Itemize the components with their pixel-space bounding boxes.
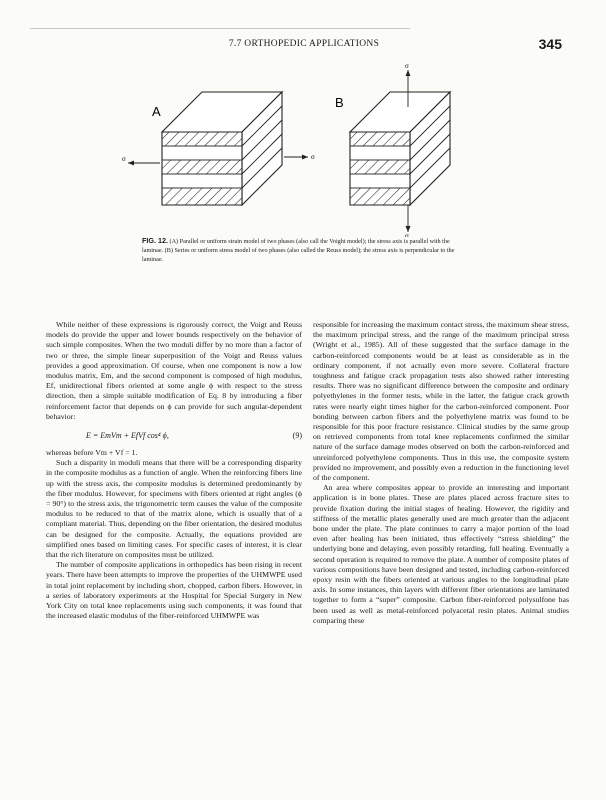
caption-text: (A) Parallel or uniform strain model of two phases (also call the Voight model); the stress axis is parallel with the laminae. (B) Series or uniform stress model of two phases (also called the Reuss model); the stress axis is perpendicular to the laminae. bbox=[142, 238, 455, 263]
equation-number: (9) bbox=[292, 431, 302, 441]
paragraph: While neither of these expressions is rigorously correct, the Voigt and Reuss models do provide the upper and lower bounds respectively on the behavior of such simple composites. When the two moduli differ by no more than a factor of two or three, the simple linear superposition of the Voigt and Reuss values provides a good approximation. Of course, when one component is now a low modulus matrix, Em, and the second component is composed of high modulus, Ef, unidirectional fibers oriented at some angle ϕ with respect to the stress direction, then a simple suitable modification of Eq. 8 by introducing a fiber reinforcement factor that depends on ϕ can provide for such angular-dependent behavior: bbox=[46, 320, 302, 421]
equation-formula: E = EmVm + EfVf cos⁴ ϕ, bbox=[86, 431, 169, 441]
paragraph: Such a disparity in moduli means that there will be a corresponding disparity in the composite modulus as a function of angle. When the reinforcing fibers line up with the stress axis, the composite modulus is determined predominantly by the fiber modulus. However, for specimens with fibers oriented at right angles (ϕ = 90°) to the stress axis, the trigonometric term causes the value of the composite modulus to be reduced to that of the matrix alone, which is usually that of a compliant material. Thus, depending on the fiber orientation, the desired modulus can be designed for the composite. Actually, the equations provided are simplified ones based on limiting cases. For specific cases of interest, it is clear that the rich literature on composites must be utilized. bbox=[46, 458, 302, 560]
paragraph: responsible for increasing the maximum contact stress, the maximum shear stress, the maximum principal stress, and the range of the maximum principal stress (Wright et al., 1985). All of these suggested that the surface damage in the carbon-reinforced components would be at least as considerable as in the ordinary component, if not actually even more severe. Collateral fracture toughness and fatigue crack propagation tests also showed rather interesting results. There was no significant difference between the composite and ordinary polyethylenes in the former tests, while in the latter, the fatigue crack growth rates were nearly eight times higher for the carbon-reinforced component. Poor bonding between carbon fibers and the polyethylene matrix was found to be responsible for this poor fracture resistance. Clinical studies by the same group on retrieved components from total knee replacements confirmed the similar nature of the surface damage modes observed on both the carbon-reinforced and unreinforced polyethylene components. Thus in this use, the composite system provided no improvement, and possibly even a reduction in the functioning level of the component. bbox=[313, 320, 569, 483]
running-header bbox=[46, 38, 562, 52]
paragraph: An area where composites appear to provide an interesting and important application is in bone plates. These are plates placed across fracture sites to provide fixation during the initial stages of healing. However, the rigidity and stiffness of the metallic plates generally used are much greater than the adjacent bone under the plate. The plate continues to carry a major portion of the load even after healing has been initiated, thus effectively “stress shielding” the underlying bone and delaying, even possibly retarding, full healing. Eventually a second operation is required to remove the plate. A number of composite plates of various compositions have been designed and tested, including carbon-reinforced epoxy resin with the fibers oriented at various angles to the longitudinal plate axis. In some instances, thin layers with different fiber orientations are laminated together to form a “super” composite. Carbon fiber-reinforced polysulfone has been used as well as metal-reinforced polyacetal resin plates. Animal studies comparing these bbox=[313, 483, 569, 625]
left-column bbox=[46, 320, 302, 621]
model-b-laminate bbox=[350, 70, 450, 232]
section-title: 7.7 ORTHOPEDIC APPLICATIONS bbox=[228, 39, 380, 49]
sigma-label-b-top: σ bbox=[405, 62, 409, 70]
figure-caption bbox=[142, 236, 472, 264]
panel-a-label: A bbox=[152, 104, 161, 119]
sigma-label-b-bottom: σ bbox=[405, 232, 409, 237]
paragraph: The number of composite applications in orthopedics has been rising in recent years. There have been attempts to improve the properties of the UHMWPE used in total joint replacement by including short, chopped, carbon fibers. However, in a series of laboratory experiments at the Hospital for Special Surgery in New York City on total knee replacements using such components, it was found that the increased elastic modulus of the fiber-reinforced UHMWPE was bbox=[46, 560, 302, 621]
sigma-label-a-left: σ bbox=[122, 155, 126, 163]
laminate-figure bbox=[110, 62, 460, 237]
header-rule bbox=[30, 28, 410, 29]
page-number: 345 bbox=[538, 36, 562, 52]
paragraph: whereas before Vm + Vf = 1. bbox=[46, 448, 138, 458]
caption-label: FIG. 12. bbox=[142, 236, 168, 245]
equation-9 bbox=[46, 426, 302, 446]
sigma-label-a-right: σ bbox=[311, 153, 315, 161]
panel-b-label: B bbox=[335, 95, 344, 110]
right-column bbox=[313, 320, 569, 626]
